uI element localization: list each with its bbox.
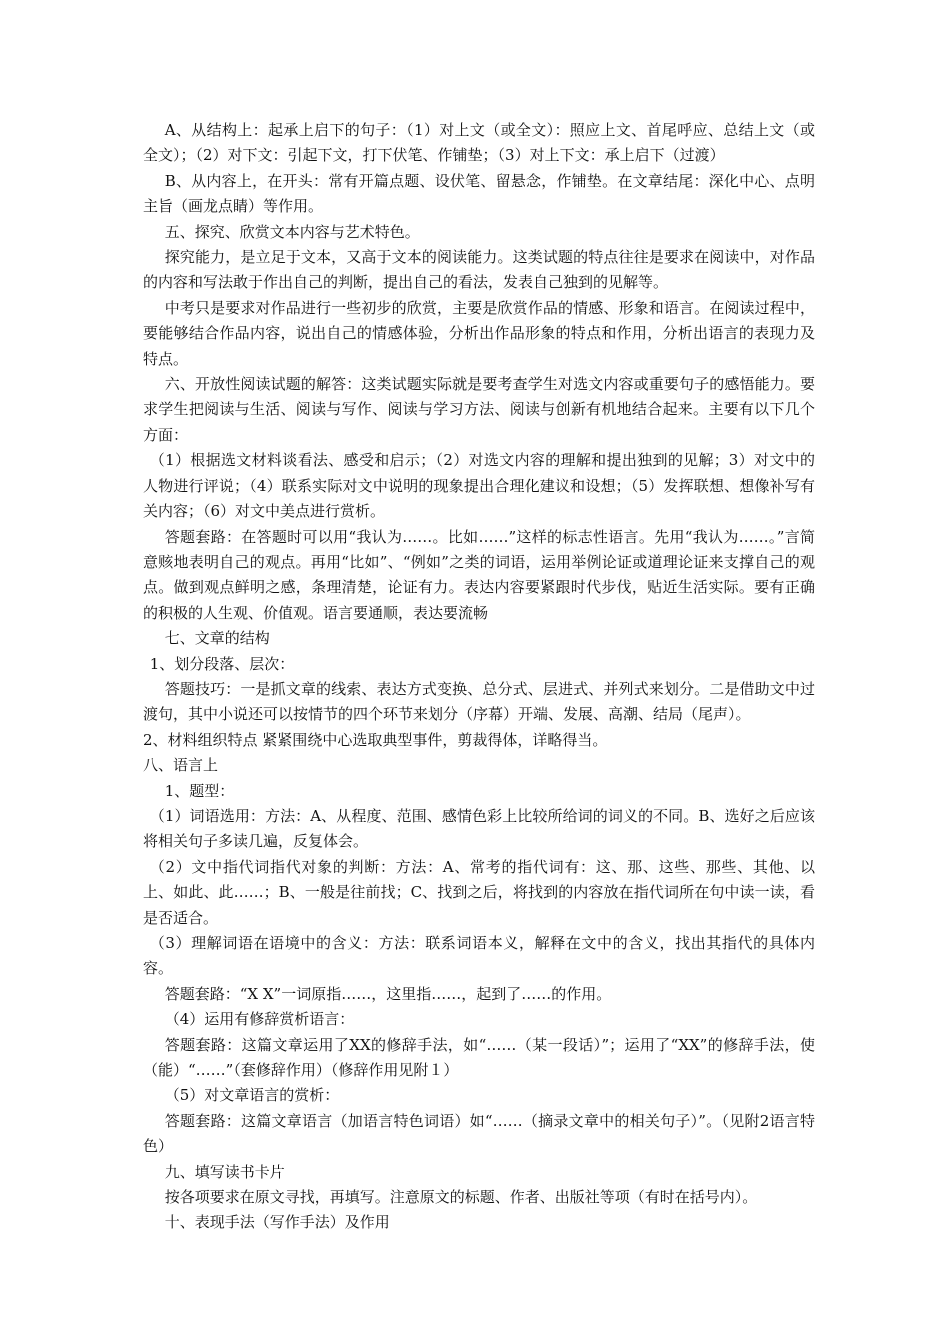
- paragraph: （1）词语选用：方法：A、从程度、范围、感情色彩上比较所给词的词义的不同。B、选好之后应该将相关句子多读几遍，反复体会。: [143, 806, 815, 851]
- paragraph: B、从内容上，在开头：常有开篇点题、设伏笔、留悬念，作铺垫。在文章结尾：深化中心、点明主旨（画龙点睛）等作用。: [143, 171, 815, 216]
- paragraph: 答题技巧：一是抓文章的线索、表达方式变换、总分式、层进式、并列式来划分。二是借助文中过渡句，其中小说还可以按情节的四个环节来划分（序幕）开端、发展、高潮、结局（尾声）。: [143, 679, 815, 724]
- paragraph: 七、文章的结构: [164, 629, 270, 648]
- paragraph: 八、语言上: [143, 756, 219, 775]
- paragraph: 六、开放性阅读试题的解答：这类试题实际就是要考查学生对选文内容或重要句子的感悟能力。要求学生把阅读与生活、阅读与写作、阅读与学习方法、阅读与创新有机地结合起来。主要有以下几个方面：: [143, 375, 815, 444]
- paragraph: 五、探究、欣赏文本内容与艺术特色。: [164, 222, 420, 241]
- paragraph: 2、材料组织特点 紧紧围绕中心选取典型事件，剪裁得体，详略得当。: [143, 730, 608, 749]
- paragraph: 十、表现手法（写作手法）及作用: [164, 1213, 390, 1232]
- paragraph: 1、题型：: [164, 781, 235, 800]
- document-page: [143, 118, 815, 1236]
- paragraph: （4）运用有修辞赏析语言：: [164, 1010, 355, 1029]
- paragraph: 答题套路：这篇文章语言（加语言特色词语）如“……（摘录文章中的相关句子）”。（见附2语言特色）: [143, 1111, 815, 1156]
- paragraph: 探究能力，是立足于文本，又高于文本的阅读能力。这类试题的特点往往是要求在阅读中，对作品的内容和写法敢于作出自己的判断，提出自己的看法，发表自己独到的见解等。: [143, 248, 815, 292]
- paragraph: （3）理解词语在语境中的含义：方法：联系词语本义，解释在文中的含义，找出其指代的具体内容。: [143, 934, 815, 978]
- paragraph: （2）文中指代词指代对象的判断：方法：A、常考的指代词有：这、那、这些、那些、其他、以上、如此、此……；B、一般是往前找；C、找到之后，将找到的内容放在指代词所在句中读一读，看是否适合。: [143, 857, 815, 927]
- paragraph: 1、划分段落、层次：: [149, 654, 295, 673]
- paragraph: （5）对文章语言的赏析：: [164, 1086, 340, 1105]
- paragraph: 九、填写读书卡片: [164, 1162, 285, 1181]
- paragraph: 答题套路：在答题时可以用“我认为……。比如……”这样的标志性语言。先用“我认为……。”言简意赅地表明自己的观点。再用“比如”、“例如”之类的词语，运用举例论证或道理论证来支撑自己的观点。做到观点鲜明之感，条理清楚，论证有力。表达内容要紧跟时代步伐，贴近生活实际。要有正确的积极的人生观、价值观。语言要通顺，表达要流畅: [143, 527, 815, 622]
- paragraph: （1）根据选文材料谈看法、感受和启示；（2）对选文内容的理解和提出独到的见解；3）对文中的人物进行评说；（4）联系实际对文中说明的现象提出合理化建议和设想；（5）发挥联想、想像补写有关内容；（6）对文中美点进行赏析。: [143, 451, 815, 521]
- paragraph: A、从结构上：起承上启下的句子：（1）对上文（或全文）：照应上文、首尾呼应、总结上文（或全文）；（2）对下文：引起下文，打下伏笔、作铺垫；（3）对上下文：承上启下（过渡）: [143, 121, 815, 165]
- paragraph: 按各项要求在原文寻找，再填写。注意原文的标题、作者、出版社等项（有时在括号内）。: [164, 1188, 758, 1207]
- paragraph: 答题套路：“X X”一词原指……，这里指……，起到了……的作用。: [164, 984, 612, 1003]
- paragraph: 中考只是要求对作品进行一些初步的欣赏，主要是欣赏作品的情感、形象和语言。在阅读过程中，要能够结合作品内容，说出自己的情感体验，分析出作品形象的特点和作用，分析出语言的表现力及特点。: [143, 298, 815, 368]
- paragraph: 答题套路：这篇文章运用了XX的修辞手法，如“……（某一段话）”；运用了“XX”的修辞手法，使（能）“……”（套修辞作用）（修辞作用见附１）: [143, 1035, 815, 1080]
